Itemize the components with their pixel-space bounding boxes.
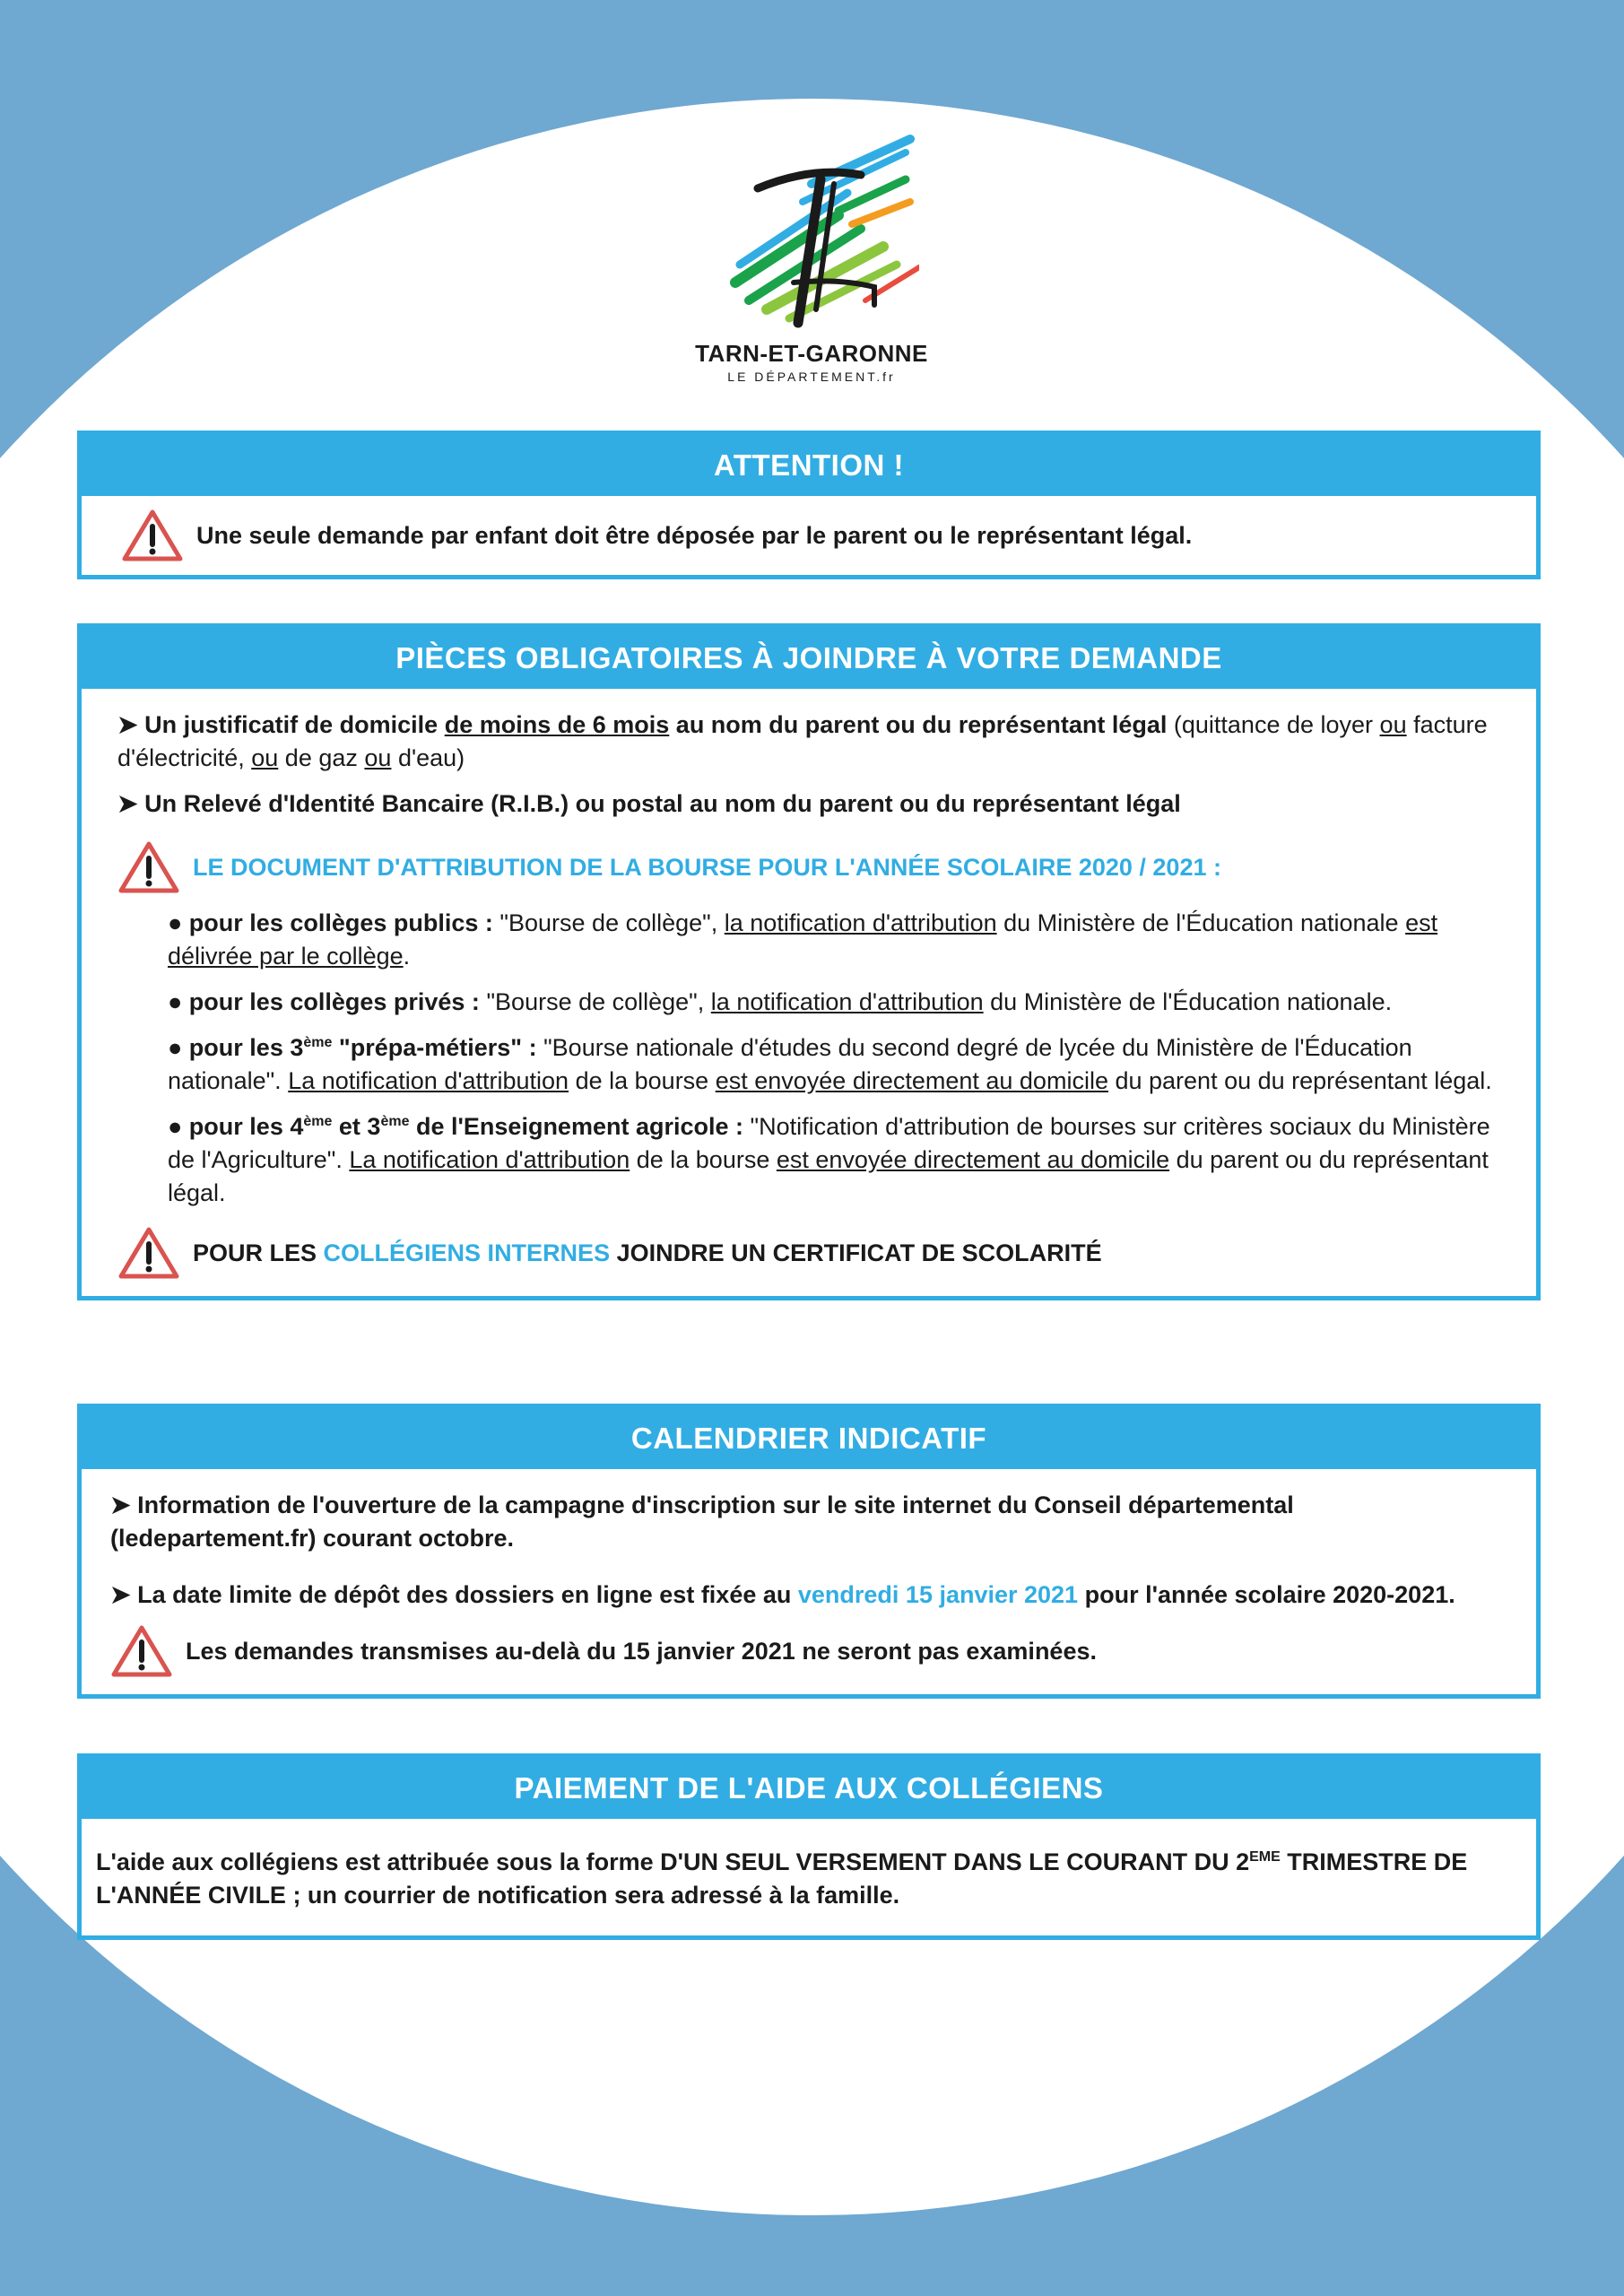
arrow-icon: ➤ [110, 1581, 131, 1608]
calendrier-warning: Les demandes transmises au-delà du 15 janvier 2021 ne seront pas examinées. [186, 1637, 1097, 1665]
logo-subtitle: LE DÉPARTEMENT.fr [727, 370, 896, 384]
pieces-title: PIÈCES OBLIGATOIRES À JOINDRE À VOTRE DEMANDE [82, 628, 1536, 689]
arrow-icon: ➤ [110, 1492, 131, 1518]
paiement-text: L'aide aux collégiens est attribuée sous la forme D'UN SEUL VERSEMENT DANS LE COURANT DU 2EME TRIMESTRE DE L'ANNÉE CIVILE ; un courrier de notification sera adressé à la famille. [96, 1848, 1468, 1909]
list-item: ● pour les collèges privés : "Bourse de collège", la notification d'attribution du Ministère de l'Éducation nationale. [168, 988, 1393, 1015]
pieces-box [77, 623, 1541, 1300]
pieces-item-rib: ➤ Un Relevé d'Identité Bancaire (R.I.B.) ou postal au nom du parent ou du représentant légal [117, 790, 1181, 817]
list-item: ● pour les 4ème et 3ème de l'Enseignement agricole : "Notification d'attribution de bourses sur critères sociaux du Ministère de l'Agriculture". La notification d'attribution de la bourse est envoyée directement au domicile du parent ou du représentant légal. [168, 1113, 1490, 1206]
attention-title: ATTENTION ! [82, 435, 1536, 496]
bourse-heading-row [117, 840, 1500, 894]
attention-text: Une seule demande par enfant doit être déposée par le parent ou le représentant légal. [196, 521, 1193, 549]
pieces-item-domicile: ➤ Un justificatif de domicile de moins de 6 mois au nom du parent ou du représentant légal (quittance de loyer ou facture d'électricité, ou de gaz ou d'eau) [117, 711, 1488, 771]
calendrier-warning-row [110, 1624, 1500, 1678]
calendrier-box [77, 1404, 1541, 1699]
arrow-icon: ➤ [117, 790, 138, 817]
logo-name: TARN-ET-GARONNE [695, 340, 928, 367]
warning-icon [121, 509, 184, 562]
warning-icon [117, 1226, 180, 1280]
calendrier-item-ouverture: ➤ Information de l'ouverture de la campagne d'inscription sur le site internet du Conseil départemental (ledepartement.fr) courant octobre. [110, 1492, 1294, 1552]
warning-icon [110, 1624, 173, 1678]
calendrier-item-date-limite: ➤ La date limite de dépôt des dossiers en ligne est fixée au vendredi 15 janvier 2021 pour l'année scolaire 2020-2021. [110, 1581, 1455, 1608]
paiement-title: PAIEMENT DE L'AIDE AUX COLLÉGIENS [82, 1758, 1536, 1819]
paiement-box [77, 1753, 1541, 1940]
internes-text: POUR LES COLLÉGIENS INTERNES JOINDRE UN CERTIFICAT DE SCOLARITÉ [193, 1239, 1102, 1266]
warning-icon [117, 840, 180, 894]
logo [677, 130, 946, 390]
attention-box [77, 430, 1541, 579]
calendrier-title: CALENDRIER INDICATIF [82, 1408, 1536, 1469]
bourse-heading: LE DOCUMENT D'ATTRIBUTION DE LA BOURSE POUR L'ANNÉE SCOLAIRE 2020 / 2021 : [193, 853, 1221, 881]
arrow-icon: ➤ [117, 711, 138, 738]
tarn-et-garonne-logo-icon [704, 130, 919, 336]
internes-row [117, 1226, 1500, 1280]
list-item: ● pour les collèges publics : "Bourse de collège", la notification d'attribution du Ministère de l'Éducation nationale est délivrée par le collège. [168, 909, 1438, 970]
bourse-list [117, 907, 1500, 1210]
list-item: ● pour les 3ème "prépa-métiers" : "Bourse nationale d'études du second degré de lycée du Ministère de l'Éducation nationale". La notification d'attribution de la bourse est envoyée directement au domicile du parent ou du représentant légal. [168, 1034, 1492, 1094]
